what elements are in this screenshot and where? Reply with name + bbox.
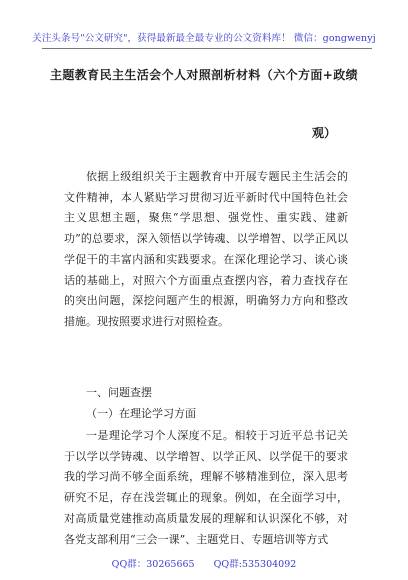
section-heading: 一、问题查摆 — [86, 386, 152, 399]
footer-qq-group-2: QQ群:535304092 — [213, 559, 297, 570]
footer-qq-group-1: QQ群：30265665 — [111, 559, 195, 570]
body-paragraph: 一是理论学习个人深度不足。相较于习近平总书记关于以学以学铸魂、以学增智、以学正风、以学促干的要求我的学习尚不够全面系统，理解不够精准到位，深入思考研究不足，存在浅尝辄止的现象。例如，在全面学习中，对高质量党建推动高质量发展的理解和认识深化不够，对各党支部利用“三会一课”、主题党日、专题培训等方式 — [64, 429, 348, 546]
document-title-continuation: 观） — [312, 126, 337, 140]
document-title: 主题教育民主生活会个人对照剖析材料（六个方面+政绩 — [49, 68, 359, 82]
footer — [0, 556, 408, 570]
header-divider — [42, 48, 372, 49]
subsection-heading: （一）在理论学习方面 — [86, 407, 196, 420]
header-promo-text: 关注头条号"公文研究"，获得最新最全最专业的公文资料库！ 微信：gongwenyj — [32, 33, 376, 44]
intro-paragraph: 依据上级组织关于主题教育中开展专题民主生活会的文件精神，本人紧贴学习贯彻习近平新时代中国特色社会主义思想主题，聚焦“学思想、强党性、重实践、建新功”的总要求，深入领悟以学铸魂、以学增智、以学正风以学促干的丰富内涵和实践要求。在深化理论学习、谈心谈话的基础上，对照六个方面重点查摆内容，着力查找存在的突出问题，深挖问题产生的根源，明确努力方向和整改措施。现按照要求进行对照检查。 — [64, 170, 348, 328]
